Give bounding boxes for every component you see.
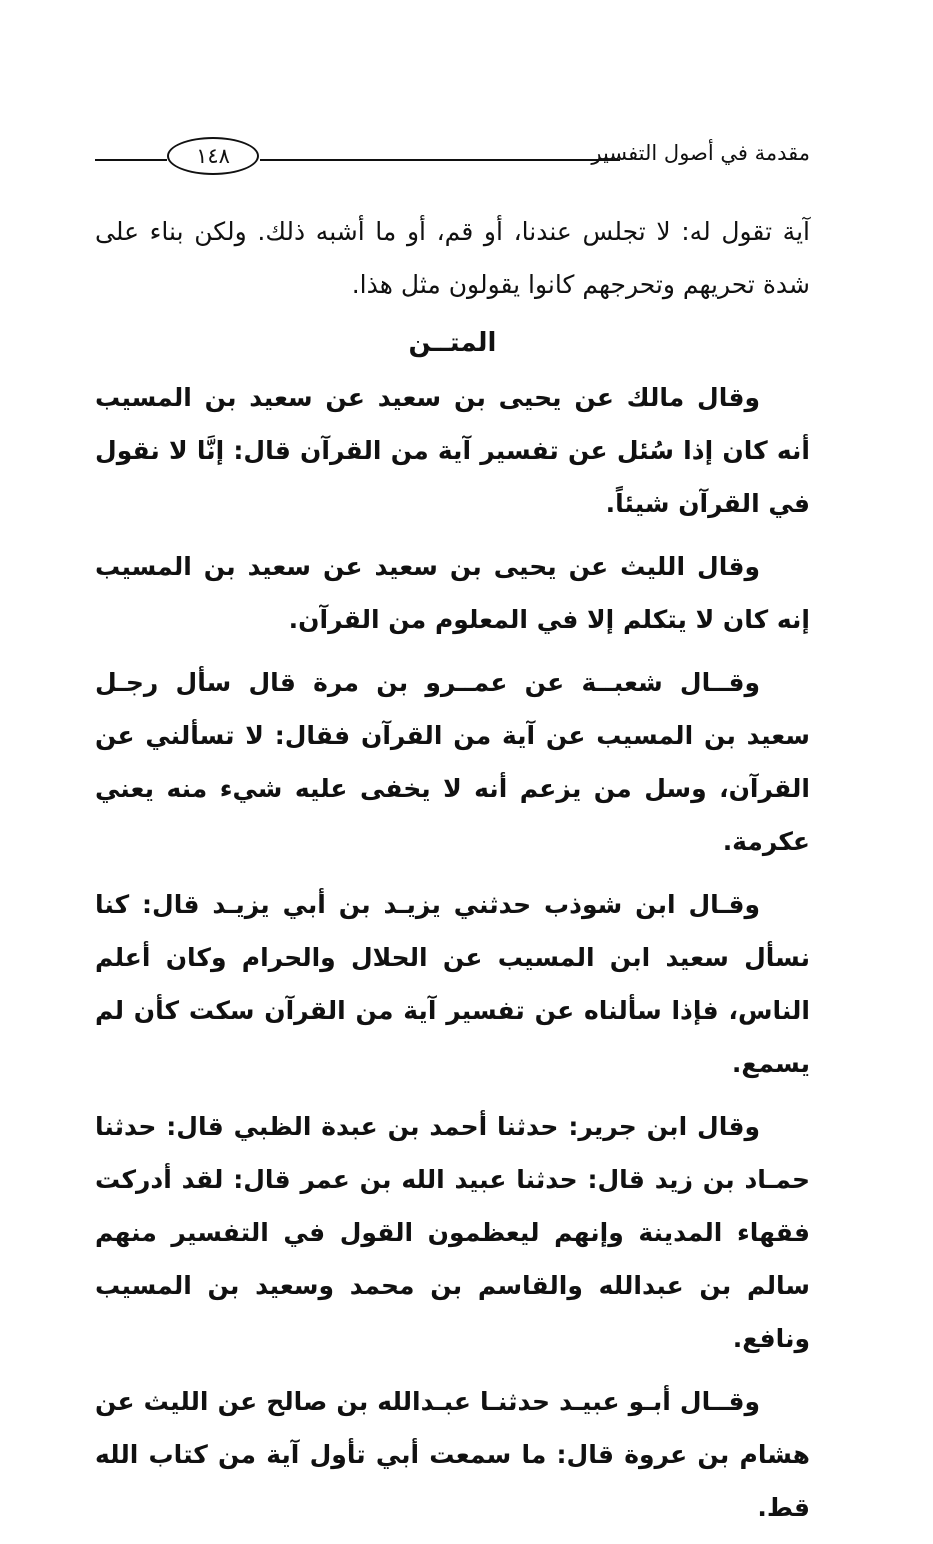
header-rule — [260, 159, 620, 161]
paragraph-ibn-shawdhab: وقـال ابن شوذب حدثني يزيـد بن أبي يزيـد قال: كنا نسأل سعيد ابن المسيب عن الحلال والحرام وكان أعلم الناس، فإذا سألناه عن تفسير آية من القرآن سكت كأن لم يسمع. — [95, 890, 810, 1078]
page-number: ١٤٨ — [167, 137, 259, 175]
header-rule-left — [95, 159, 167, 161]
page-header — [95, 135, 810, 185]
intro-paragraph: آية تقول له: لا تجلس عندنا، أو قم، أو ما أشبه ذلك. ولكن بناء على شدة تحريهم وتحرجهم كانوا يقولون مثل هذا. — [95, 217, 810, 299]
page-body — [95, 205, 810, 1544]
paragraph-ibn-jarir: وقال ابن جرير: حدثنا أحمد بن عبدة الظبي قال: حدثنا حمـاد بن زيد قال: حدثنا عبيد الله بن عمر قال: لقد أدركت فقهاء المدينة وإنهم ليعظمون القول في التفسير منهم سالم بن عبدالله والقاسم بن محمد وسعيد بن المسيب ونافع. — [95, 1112, 810, 1353]
section-heading: المتــن — [408, 328, 497, 358]
running-title: مقدمة في أصول التفسير — [591, 141, 810, 165]
paragraph-abu-ubayd: وقــال أبـو عبيـد حدثنـا عبـدالله بن صالح عن الليث عن هشام بن عروة قال: ما سمعت أبي تأول آية من كتاب الله قط. — [95, 1387, 810, 1522]
paragraph-layth: وقال الليث عن يحيى بن سعيد عن سعيد بن المسيب إنه كان لا يتكلم إلا في المعلوم من القرآن. — [95, 552, 810, 634]
paragraph-malik: وقال مالك عن يحيى بن سعيد عن سعيد بن المسيب أنه كان إذا سُئل عن تفسير آية من القرآن قال: إنَّا لا نقول في القرآن شيئاً. — [95, 383, 810, 518]
paragraph-shuba: وقــال شعبــة عن عمــرو بن مرة قال سأل رجـل سعيد بن المسيب عن آية من القرآن فقال: لا تسألني عن القرآن، وسل من يزعم أنه لا يخفى عليه شيء منه يعني عكرمة. — [95, 668, 810, 856]
